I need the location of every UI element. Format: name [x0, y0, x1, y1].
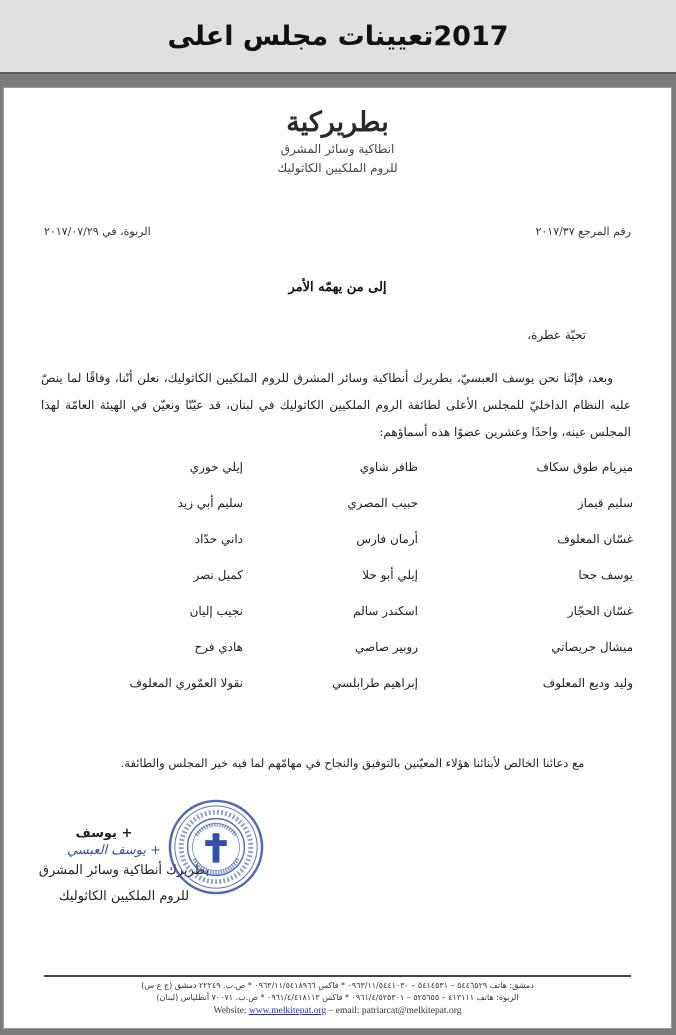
members-row	[74, 640, 633, 676]
letterhead-line-1: انطاكية وسائر المشرق	[280, 142, 395, 156]
member-name: سليم قيماز	[577, 496, 633, 510]
signatory-title-1: بطريرك أنطاكية وسائر المشرق	[38, 863, 210, 878]
member-name: أرمان فارس	[356, 532, 418, 546]
letterhead	[4, 106, 671, 178]
letter-subject: إلى من يهمّه الأمر	[288, 280, 387, 295]
cross-icon	[205, 833, 227, 862]
document-page	[3, 87, 672, 1029]
member-name: اسكندر سالم	[353, 604, 418, 618]
member-name: وليد وديع المعلوف	[542, 676, 633, 690]
member-name: غسّان الحجّار	[567, 604, 633, 618]
title-bar	[0, 0, 676, 74]
member-name: إبراهيم طرابلسي	[332, 676, 418, 690]
members-row	[74, 604, 633, 640]
member-name: إيلي خوري	[189, 460, 243, 474]
footer-rabweh-contact: الربوة: هاتف ٤١٣١١١ – ٥٢٥٦٥٥ – ٠٩٦١/٤/٥٢٥٣٠١ * فاكس ٠٩٦١/٤/٤١٨١١٣ * ص.ب. ٧٠٠٧١ أنطلياس (لبنان)	[156, 993, 519, 1002]
member-name: حبيب المصري	[347, 496, 418, 510]
member-name: سليم أبي زيد	[177, 496, 243, 510]
member-name: ميشال جريصاتي	[551, 640, 633, 654]
signatory-name: + يوسف	[75, 826, 133, 841]
footer-web	[44, 1004, 631, 1019]
members-row	[74, 676, 633, 712]
member-name: كميل نصر	[193, 568, 243, 582]
member-name: إيلي أبو حلا	[362, 568, 418, 582]
members-row	[74, 532, 633, 568]
member-name: ميريام طوق سكاف	[536, 460, 633, 474]
member-name: داني حدّاد	[194, 532, 243, 546]
member-name: نقولا العمّوري المعلوف	[129, 676, 243, 690]
footer-damascus-contact: دمشق: هاتف ٥٤٤٦٥٢٩ – ٥٤١٤٥٣١ – ٠٩٦٣/١١/٥٤٤١٠٣٠ * فاكس ٠٩٦٣/١١/٥٤١٨٩٦٦ * ص.ب. ٢٢٢٤٩ دمشق (ج ع س)	[141, 981, 534, 990]
handwritten-signature: + يوسف العبسي	[66, 843, 162, 858]
member-name: ظافر شاوي	[359, 460, 418, 474]
member-name: روبير صاصي	[354, 640, 418, 654]
letterhead-line-2: للروم الملكيين الكاثوليك	[277, 161, 398, 175]
letterhead-logo: بطريركية	[286, 107, 389, 138]
member-name: يوسف جحا	[578, 568, 633, 582]
signatory-title-2: للروم الملكيين الكاثوليك	[58, 889, 190, 904]
body-paragraph: وبعد، فإنّنا نحن يوسف العبسيّ، بطريرك أنطاكية وسائر المشرق للروم الملكيين الكاثوليك، نعلن أنّنا، وفاقًا لما ينصّ عليه النظام الداخليّ للمجلس الأعلى لطائفة الروم الملكيين الكاثوليك في لبنان، قد عيّنّا ونعيّن في الهيئة العامّة لهذا المجلس عينه، واحدًا وعشرين عضوًا هذه أسماؤهم:	[41, 371, 631, 439]
members-row	[74, 496, 633, 532]
members-list	[74, 460, 633, 712]
official-stamp	[167, 798, 265, 896]
members-row	[74, 568, 633, 604]
member-name: غسّان المعلوف	[557, 532, 633, 546]
members-row	[74, 460, 633, 496]
place-date: الربوة، في ٢٠١٧/٠٧/٢٩	[44, 225, 151, 238]
closing-text: مع دعائنا الخالص لأبنائنا هؤلاء المعيّنين بالتوفيق والنجاح في مهامّهم لما فيه خير المجلس والطائفة.	[120, 756, 585, 770]
meta-row	[44, 225, 631, 243]
page-title: 2017تعيينات مجلس اعلى	[167, 20, 509, 52]
reference-number: رقم المرجع ٢٠١٧/٣٧	[535, 225, 631, 238]
website-label: Website:	[213, 1006, 247, 1016]
website-link[interactable]: www.melkitepat.org	[248, 1006, 327, 1016]
member-name: هادي فرح	[194, 640, 243, 654]
letter-footer	[44, 975, 631, 1019]
email-text: – email: patriarcat@melkitepat.org	[328, 1006, 462, 1016]
member-name: نجيب إليان	[189, 604, 243, 618]
greeting: تحيّة عطرة،	[527, 328, 586, 342]
